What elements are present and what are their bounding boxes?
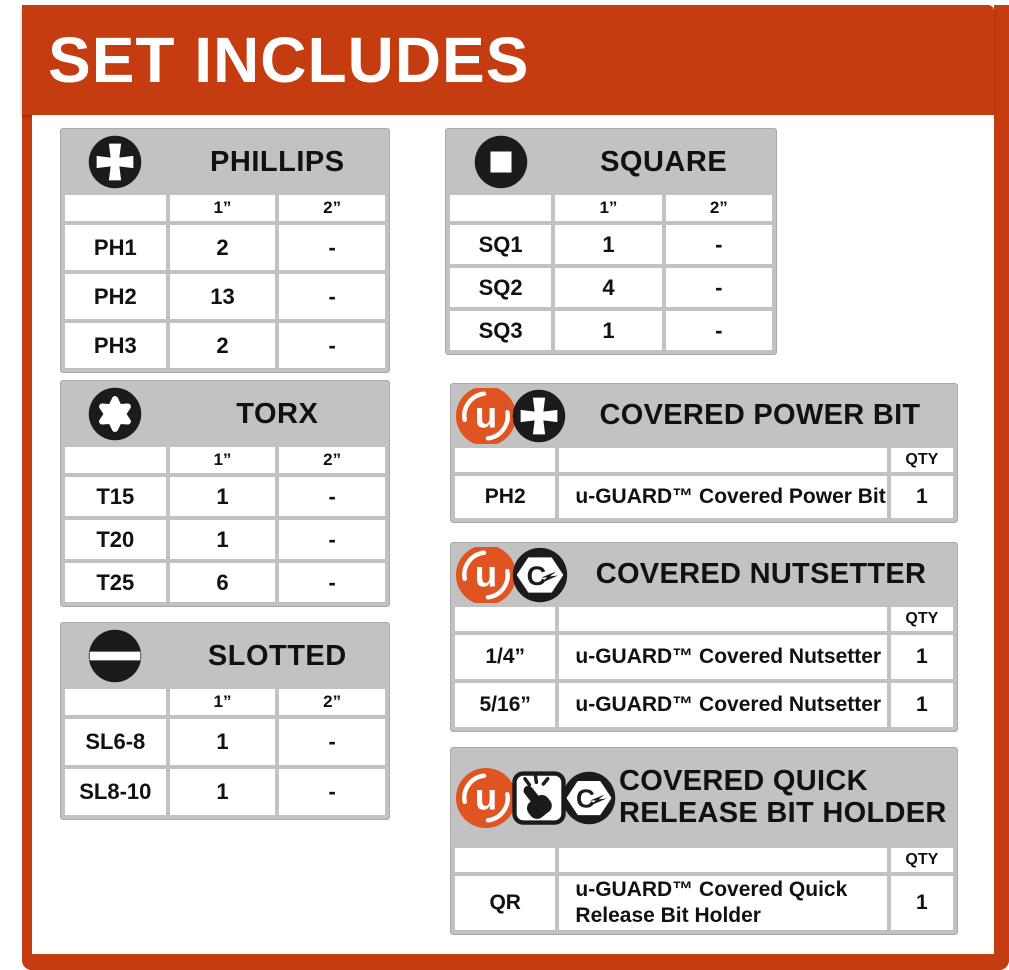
table-row bbox=[455, 683, 953, 727]
qty-header-cell: QTY bbox=[891, 607, 953, 631]
blank-cell bbox=[559, 848, 886, 872]
table-title: PHILLIPS bbox=[210, 145, 345, 178]
qty-2in-cell: - bbox=[279, 477, 385, 516]
table-header-band bbox=[65, 627, 385, 685]
qty-2in-cell: - bbox=[279, 225, 385, 270]
size-label-cell: 5/16” bbox=[455, 683, 555, 727]
column-header-row bbox=[455, 848, 953, 872]
size-label-cell: PH2 bbox=[455, 476, 555, 518]
description-cell: u-GUARD™ Covered Nutsetter bbox=[559, 635, 886, 679]
qty-2in-cell: - bbox=[279, 274, 385, 319]
table-title: COVERED QUICK RELEASE BIT HOLDER bbox=[619, 765, 947, 829]
slotted-bit-icon bbox=[65, 628, 166, 684]
table-row bbox=[65, 769, 385, 815]
table-row bbox=[450, 311, 772, 350]
nutsetter-icon bbox=[561, 770, 617, 826]
qty-1in-cell: 1 bbox=[555, 225, 661, 264]
col-header-2in: 2” bbox=[279, 195, 385, 221]
uguard-logo-icon bbox=[455, 547, 517, 603]
table-title: SLOTTED bbox=[207, 639, 347, 672]
qty-2in-cell: - bbox=[666, 311, 772, 350]
covered-power-bit-table bbox=[450, 383, 958, 523]
qty-1in-cell: 6 bbox=[170, 563, 276, 602]
qty-2in-cell: - bbox=[279, 769, 385, 815]
qty-cell: 1 bbox=[891, 476, 953, 518]
column-header-row bbox=[65, 195, 385, 221]
table-row bbox=[455, 476, 953, 518]
col-header-1in: 1” bbox=[170, 195, 276, 221]
blank-cell bbox=[455, 848, 555, 872]
page-title: SET INCLUDES bbox=[48, 24, 530, 96]
table-row bbox=[65, 323, 385, 368]
table-title: SQUARE bbox=[600, 145, 728, 178]
blank-cell bbox=[450, 195, 551, 221]
column-header-row bbox=[455, 448, 953, 472]
qty-1in-cell: 1 bbox=[170, 719, 276, 765]
table-row bbox=[65, 719, 385, 765]
table-title: TORX bbox=[236, 397, 319, 430]
table-row bbox=[65, 477, 385, 516]
size-label-cell: T15 bbox=[65, 477, 166, 516]
column-header-row bbox=[455, 607, 953, 631]
uguard-logo-icon bbox=[455, 767, 517, 829]
size-label-cell: SL8-10 bbox=[65, 769, 166, 815]
qty-header-cell: QTY bbox=[891, 448, 953, 472]
torx-table bbox=[60, 380, 390, 607]
table-row bbox=[65, 520, 385, 559]
col-header-2in: 2” bbox=[666, 195, 772, 221]
qty-1in-cell: 1 bbox=[170, 520, 276, 559]
col-header-1in: 1” bbox=[170, 447, 276, 473]
size-label-cell: QR bbox=[455, 876, 555, 930]
table-header-band bbox=[65, 385, 385, 443]
table-row bbox=[455, 635, 953, 679]
description-cell: u-GUARD™ Covered Power Bit bbox=[559, 476, 886, 518]
size-label-cell: SQ3 bbox=[450, 311, 551, 350]
spec-sheet-frame bbox=[22, 5, 1009, 970]
column-header-row bbox=[65, 447, 385, 473]
table-row bbox=[65, 225, 385, 270]
covered-nutsetter-table bbox=[450, 542, 958, 732]
size-label-cell: PH2 bbox=[65, 274, 166, 319]
covered-quick-release-table bbox=[450, 747, 958, 935]
size-label-cell: 1/4” bbox=[455, 635, 555, 679]
table-row bbox=[455, 876, 953, 930]
table-title: COVERED NUTSETTER bbox=[595, 558, 927, 591]
quick-release-hand-icon bbox=[511, 770, 567, 826]
qty-header-cell: QTY bbox=[891, 848, 953, 872]
table-header-band bbox=[455, 547, 953, 603]
blank-cell bbox=[559, 607, 886, 631]
size-label-cell: SQ1 bbox=[450, 225, 551, 264]
qty-2in-cell: - bbox=[279, 520, 385, 559]
col-header-1in: 1” bbox=[170, 689, 276, 715]
blank-cell bbox=[455, 607, 555, 631]
qty-1in-cell: 2 bbox=[170, 323, 276, 368]
col-header-2in: 2” bbox=[279, 689, 385, 715]
qty-1in-cell: 13 bbox=[170, 274, 276, 319]
column-header-row bbox=[450, 195, 772, 221]
qty-2in-cell: - bbox=[666, 268, 772, 307]
blank-cell bbox=[455, 448, 555, 472]
size-label-cell: PH1 bbox=[65, 225, 166, 270]
table-title: COVERED POWER BIT bbox=[599, 399, 921, 432]
table-row bbox=[65, 274, 385, 319]
qty-1in-cell: 4 bbox=[555, 268, 661, 307]
description-cell: u-GUARD™ Covered Quick Release Bit Holder bbox=[559, 876, 886, 930]
square-bit-icon bbox=[450, 134, 551, 190]
qty-1in-cell: 1 bbox=[170, 769, 276, 815]
size-label-cell: T25 bbox=[65, 563, 166, 602]
qty-1in-cell: 2 bbox=[170, 225, 276, 270]
slotted-table bbox=[60, 622, 390, 820]
table-row bbox=[450, 225, 772, 264]
blank-cell bbox=[65, 195, 166, 221]
phillips-table bbox=[60, 128, 390, 373]
table-header-band bbox=[455, 752, 953, 844]
col-header-1in: 1” bbox=[555, 195, 661, 221]
nutsetter-icon bbox=[511, 547, 569, 603]
qty-1in-cell: 1 bbox=[170, 477, 276, 516]
content-area bbox=[32, 115, 994, 954]
table-row bbox=[65, 563, 385, 602]
qty-2in-cell: - bbox=[279, 719, 385, 765]
qty-cell: 1 bbox=[891, 635, 953, 679]
torx-bit-icon bbox=[65, 386, 166, 442]
description-cell: u-GUARD™ Covered Nutsetter bbox=[559, 683, 886, 727]
uguard-logo-icon bbox=[455, 388, 517, 444]
col-header-2in: 2” bbox=[279, 447, 385, 473]
column-header-row bbox=[65, 689, 385, 715]
qty-1in-cell: 1 bbox=[555, 311, 661, 350]
header-band bbox=[22, 5, 994, 115]
square-table bbox=[445, 128, 777, 355]
phillips-bit-icon bbox=[511, 388, 567, 444]
qty-cell: 1 bbox=[891, 876, 953, 930]
qty-2in-cell: - bbox=[279, 563, 385, 602]
table-header-band bbox=[450, 133, 772, 191]
size-label-cell: PH3 bbox=[65, 323, 166, 368]
blank-cell bbox=[65, 689, 166, 715]
size-label-cell: T20 bbox=[65, 520, 166, 559]
blank-cell bbox=[559, 448, 886, 472]
table-header-band bbox=[65, 133, 385, 191]
qty-cell: 1 bbox=[891, 683, 953, 727]
table-header-band bbox=[455, 388, 953, 444]
table-row bbox=[450, 268, 772, 307]
size-label-cell: SQ2 bbox=[450, 268, 551, 307]
size-label-cell: SL6-8 bbox=[65, 719, 166, 765]
phillips-bit-icon bbox=[65, 134, 166, 190]
qty-2in-cell: - bbox=[279, 323, 385, 368]
qty-2in-cell: - bbox=[666, 225, 772, 264]
blank-cell bbox=[65, 447, 166, 473]
